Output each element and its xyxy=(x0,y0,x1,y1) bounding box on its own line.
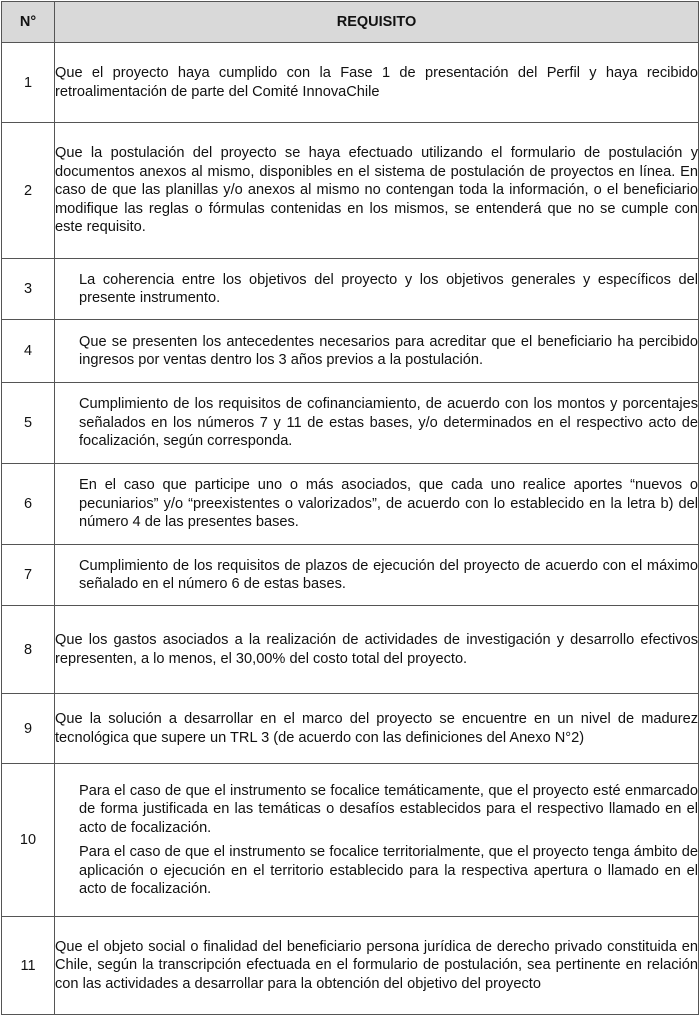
table-row xyxy=(2,694,699,764)
requirement-text: Que los gastos asociados a la realización de actividades de investigación y desarrollo efectivos representen, a lo menos, el 30,00% del costo total del proyecto. xyxy=(55,632,698,667)
requirement-cell xyxy=(55,43,699,123)
table-row xyxy=(2,320,699,383)
row-number: 6 xyxy=(2,464,55,545)
requirement-text: Cumplimiento de los requisitos de plazos de ejecución del proyecto de acuerdo con el máximo señalado en el número 6 de estas bases. xyxy=(79,557,698,592)
table-row xyxy=(2,383,699,464)
row-number: 3 xyxy=(2,259,55,320)
table-row xyxy=(2,917,699,1015)
requirement-cell xyxy=(55,545,699,606)
requirement-text: Que el objeto social o finalidad del beneficiario persona jurídica de derecho privado constituida en Chile, según la transcripción efectuada en el formulario de postulación, sea pertinente en relación con las actividades a desarrollar para la obtención del objetivo del proyecto xyxy=(55,938,698,992)
requirement-cell xyxy=(55,123,699,259)
requirement-text: Que se presenten los antecedentes necesarios para acreditar que el beneficiario ha percibido ingresos por ventas dentro los 3 años previos a la postulación. xyxy=(79,333,698,368)
requirement-text: Que el proyecto haya cumplido con la Fase 1 de presentación del Perfil y haya recibido retroalimentación de parte del Comité InnovaChile xyxy=(55,65,698,100)
row-number: 7 xyxy=(2,545,55,606)
requirement-cell xyxy=(55,259,699,320)
header-row xyxy=(2,2,699,43)
row-number: 4 xyxy=(2,320,55,383)
row-number: 5 xyxy=(2,383,55,464)
requirement-cell xyxy=(55,464,699,545)
table-row xyxy=(2,545,699,606)
table-row xyxy=(2,606,699,694)
requirement-text: Que la solución a desarrollar en el marco del proyecto se encuentre en un nivel de madurez tecnológica que supere un TRL 3 (de acuerdo con las definiciones del Anexo N°2) xyxy=(55,711,698,746)
requirement-text: La coherencia entre los objetivos del proyecto y los objetivos generales y específicos del presente instrumento. xyxy=(79,271,698,306)
requirement-cell xyxy=(55,383,699,464)
row-number: 9 xyxy=(2,694,55,764)
row-number: 8 xyxy=(2,606,55,694)
requirement-cell xyxy=(55,320,699,383)
requirement-text: Para el caso de que el instrumento se focalice temáticamente, que el proyecto esté enmarcado de forma justificada en las temáticas o desafíos establecidos para el respectivo llamado en el acto de focalización. xyxy=(79,782,698,836)
requirement-text: Para el caso de que el instrumento se focalice territorialmente, que el proyecto tenga ámbito de aplicación o ejecución en el territorio establecido para la respectiva apertura o llamado en el acto de focalización. xyxy=(79,844,698,897)
table-row xyxy=(2,43,699,123)
row-number: 11 xyxy=(2,917,55,1015)
requirement-text: En el caso que participe uno o más asociados, que cada uno realice aportes “nuevos o pecuniarios” y/o “preexistentes o valorizados”, de acuerdo con lo establecido en la letra b) del número 4 de las presentes bases. xyxy=(79,477,698,531)
requirement-cell xyxy=(55,764,699,917)
row-number: 1 xyxy=(2,43,55,123)
header-requirement: REQUISITO xyxy=(55,2,699,43)
table-row xyxy=(2,764,699,917)
header-number: N° xyxy=(2,2,55,43)
table-row xyxy=(2,464,699,545)
requirement-cell xyxy=(55,606,699,694)
row-number: 10 xyxy=(2,764,55,917)
requirement-cell xyxy=(55,917,699,1015)
table-row xyxy=(2,123,699,259)
requirement-text: Cumplimiento de los requisitos de cofinanciamiento, de acuerdo con los montos y porcentajes señalados en los números 7 y 11 de estas bases, y/o determinados en el respectivo acto de focalización, según corresponda. xyxy=(79,396,698,450)
requirement-text: Que la postulación del proyecto se haya efectuado utilizando el formulario de postulación y documentos anexos al mismo, disponibles en el sistema de postulación de proyectos en línea. En caso de que las planillas y/o anexos al mismo no contengan toda la información, o el beneficiario modifique las reglas o fórmulas contenidas en los mismos, se entenderá que no se cumple con este requisito. xyxy=(55,145,698,236)
row-number: 2 xyxy=(2,123,55,259)
table-row xyxy=(2,259,699,320)
requirements-table xyxy=(1,1,699,1015)
requirement-cell xyxy=(55,694,699,764)
